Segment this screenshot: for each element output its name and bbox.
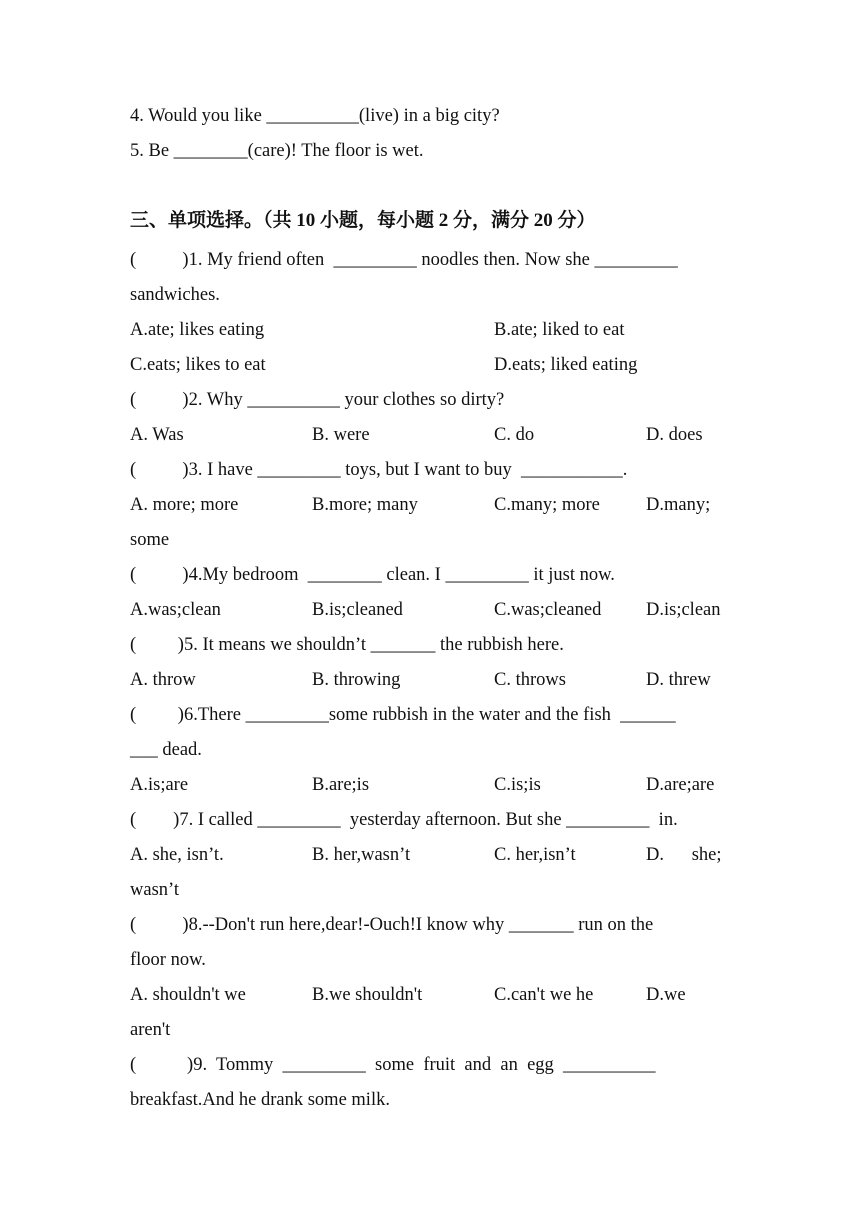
question-4-option-d: D.is;clean [646, 600, 721, 620]
question-4-option-a: A.was;clean [130, 600, 221, 620]
question-3-option-a: A. more; more [130, 495, 239, 515]
question-6-option-d: D.are;are [646, 775, 715, 795]
question-9-stem: ( )9. Tommy _________ some fruit and an egg __________ [130, 1055, 656, 1075]
question-8-option-a: A. shouldn't we [130, 985, 246, 1005]
question-3-option-c: C.many; more [494, 495, 600, 515]
question-8-option-b: B.we shouldn't [312, 985, 423, 1005]
fill-item-5: 5. Be ________(care)! The floor is wet. [130, 141, 424, 161]
question-7-stem: ( )7. I called _________ yesterday afternoon. But she _________ in. [130, 810, 678, 830]
question-3-option-d-cont: some [130, 530, 170, 550]
question-3-option-b: B.more; many [312, 495, 418, 515]
question-8-option-c: C.can't we he [494, 985, 594, 1005]
question-7-option-d-cont: wasn’t [130, 880, 179, 900]
question-2-stem: ( )2. Why __________ your clothes so dirty? [130, 390, 505, 410]
question-1-option-c: C.eats; likes to eat [130, 355, 266, 375]
question-6-stem-cont: ___ dead. [130, 740, 202, 760]
question-6-option-c: C.is;is [494, 775, 541, 795]
question-8-stem-cont: floor now. [130, 950, 206, 970]
question-7-option-a: A. she, isn’t. [130, 845, 224, 865]
question-6-option-a: A.is;are [130, 775, 189, 795]
question-1-option-d: D.eats; liked eating [494, 355, 638, 375]
fill-item-4: 4. Would you like __________(live) in a big city? [130, 106, 500, 126]
question-1-stem: ( )1. My friend often _________ noodles then. Now she _________ [130, 250, 678, 270]
question-5-option-b: B. throwing [312, 670, 401, 690]
question-5-stem: ( )5. It means we shouldn’t _______ the rubbish here. [130, 635, 564, 655]
question-1-option-a: A.ate; likes eating [130, 320, 265, 340]
question-3-option-d: D.many; [646, 495, 711, 515]
question-5-option-d: D. threw [646, 670, 711, 690]
question-5-option-a: A. throw [130, 670, 196, 690]
question-2-option-d: D. does [646, 425, 703, 445]
question-1-stem-cont: sandwiches. [130, 285, 220, 305]
question-2-option-b: B. were [312, 425, 370, 445]
question-4-option-c: C.was;cleaned [494, 600, 602, 620]
question-2-option-c: C. do [494, 425, 535, 445]
question-1-option-b: B.ate; liked to eat [494, 320, 625, 340]
question-8-option-d: D.we [646, 985, 686, 1005]
question-3-stem: ( )3. I have _________ toys, but I want to buy ___________. [130, 460, 628, 480]
question-7-option-c: C. her,isn’t [494, 845, 576, 865]
question-7-option-b: B. her,wasn’t [312, 845, 411, 865]
question-8-option-d-cont: aren't [130, 1020, 171, 1040]
question-6-stem: ( )6.There _________some rubbish in the water and the fish ______ [130, 705, 676, 725]
question-4-option-b: B.is;cleaned [312, 600, 403, 620]
section-heading: 三、单项选择。（共 10 小题，每小题 2 分，满分 20 分） [130, 210, 596, 231]
question-2-option-a: A. Was [130, 425, 184, 445]
question-5-option-c: C. throws [494, 670, 566, 690]
question-7-option-d: D. she; [646, 845, 722, 865]
question-4-stem: ( )4.My bedroom ________ clean. I _________ it just now. [130, 565, 615, 585]
question-6-option-b: B.are;is [312, 775, 370, 795]
question-9-stem-cont: breakfast.And he drank some milk. [130, 1090, 390, 1110]
question-8-stem: ( )8.--Don't run here,dear!-Ouch!I know why _______ run on the [130, 915, 654, 935]
